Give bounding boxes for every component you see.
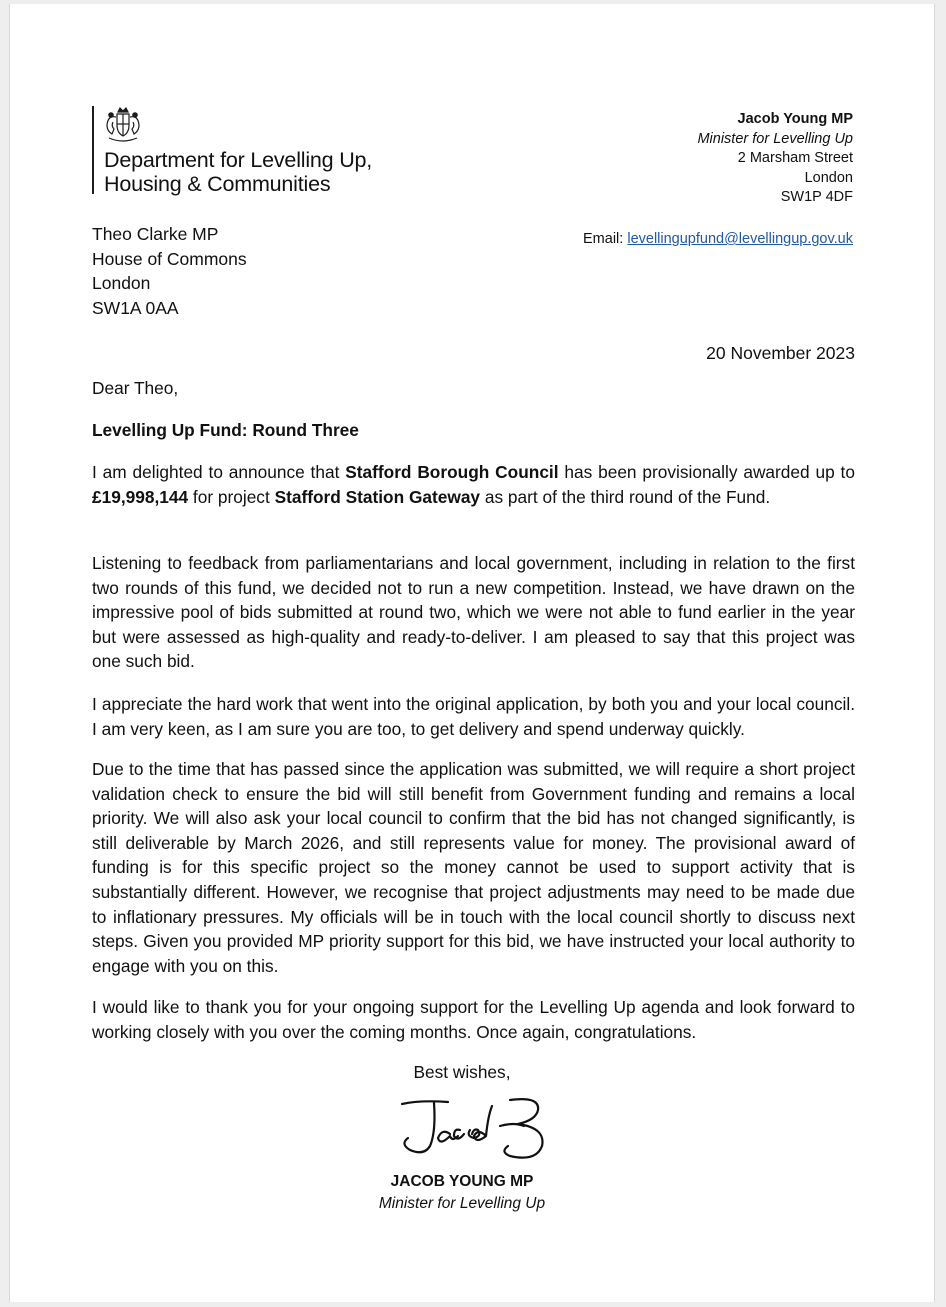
signer-name: JACOB YOUNG MP xyxy=(390,1173,534,1190)
signoff: Best wishes, xyxy=(413,1062,511,1082)
paragraph-award xyxy=(92,460,855,509)
paragraph-thanks: I would like to thank you for your ongoing support for the Levelling Up agenda and look forward to working closely with you over the coming months. Once again, congratulations. xyxy=(92,997,855,1042)
sender-email-line xyxy=(583,230,853,249)
paragraph-award-text: for project xyxy=(188,486,275,507)
department-name-line1: Department for Levelling Up, xyxy=(104,148,373,172)
paragraph-appreciation: I appreciate the hard work that went into the original application, by both you and your local council. I am very keen, as I am sure you are too, to get delivery and spend underway quickly. xyxy=(92,694,855,739)
email-link[interactable]: levellingupfund@levellingup.gov.uk xyxy=(627,231,853,247)
recipient-block xyxy=(92,222,247,320)
sender-address-line: London xyxy=(804,169,853,186)
paragraph-award-text: has been provisionally awarded up to xyxy=(558,462,855,482)
sender-address-line: 2 Marsham Street xyxy=(737,150,853,166)
recipient-line: House of Commons xyxy=(92,248,247,269)
project-name: Stafford Station Gateway xyxy=(274,486,481,507)
salutation: Dear Theo, xyxy=(92,378,179,398)
letter-subject: Levelling Up Fund: Round Three xyxy=(92,420,359,440)
council-name: Stafford Borough Council xyxy=(345,462,559,482)
sender-name: Jacob Young MP xyxy=(737,111,853,127)
logo-divider xyxy=(92,106,94,194)
sender-address-line: SW1P 4DF xyxy=(780,189,853,205)
letter-page xyxy=(9,4,935,1302)
sender-title: Minister for Levelling Up xyxy=(697,130,853,147)
paragraph-validation: Due to the time that has passed since the application was submitted, we will require a short project validation check to ensure the bid will still benefit from Government funding and remains a local priority. We will also ask your local council to confirm that the bid has not changed significantly, is still deliverable by March 2026, and still represents value for money. The provisional award of funding is for this specific project so the money cannot be used to support activity that is substantially different. However, we recognise that project adjustments may need to be made due to inflationary pressures. My officials will be in touch with the local council shortly to discuss next steps. Given you provided MP priority support for this bid, we have instructed your local authority to engage with you on this. xyxy=(92,759,855,976)
recipient-line: Theo Clarke MP xyxy=(92,224,219,244)
paragraph-award-text: I am delighted to announce that xyxy=(92,462,346,482)
royal-crest-icon xyxy=(104,105,142,145)
recipient-line: London xyxy=(92,273,151,293)
signer-title: Minister for Levelling Up xyxy=(378,1195,546,1212)
signature-image xyxy=(390,1092,560,1164)
paragraph-award-text: as part of the third round of the Fund. xyxy=(480,486,771,507)
email-label: Email: xyxy=(583,231,628,247)
paragraph-feedback: Listening to feedback from parliamentarians and local government, including in relation to the first two rounds of this fund, we decided not to run a new competition. Instead, we have drawn on the impressive pool of bids submitted at round two, which we were not able to fund earlier in the year but were assessed as high-quality and ready-to-deliver. I am pleased to say that this project was one such bid. xyxy=(92,553,855,672)
letter-date: 20 November 2023 xyxy=(706,343,855,363)
department-name xyxy=(104,148,372,196)
recipient-line: SW1A 0AA xyxy=(92,297,179,318)
department-name-line2: Housing & Communities xyxy=(104,172,331,196)
sender-block xyxy=(697,110,853,208)
award-amount: £19,998,144 xyxy=(92,486,189,507)
